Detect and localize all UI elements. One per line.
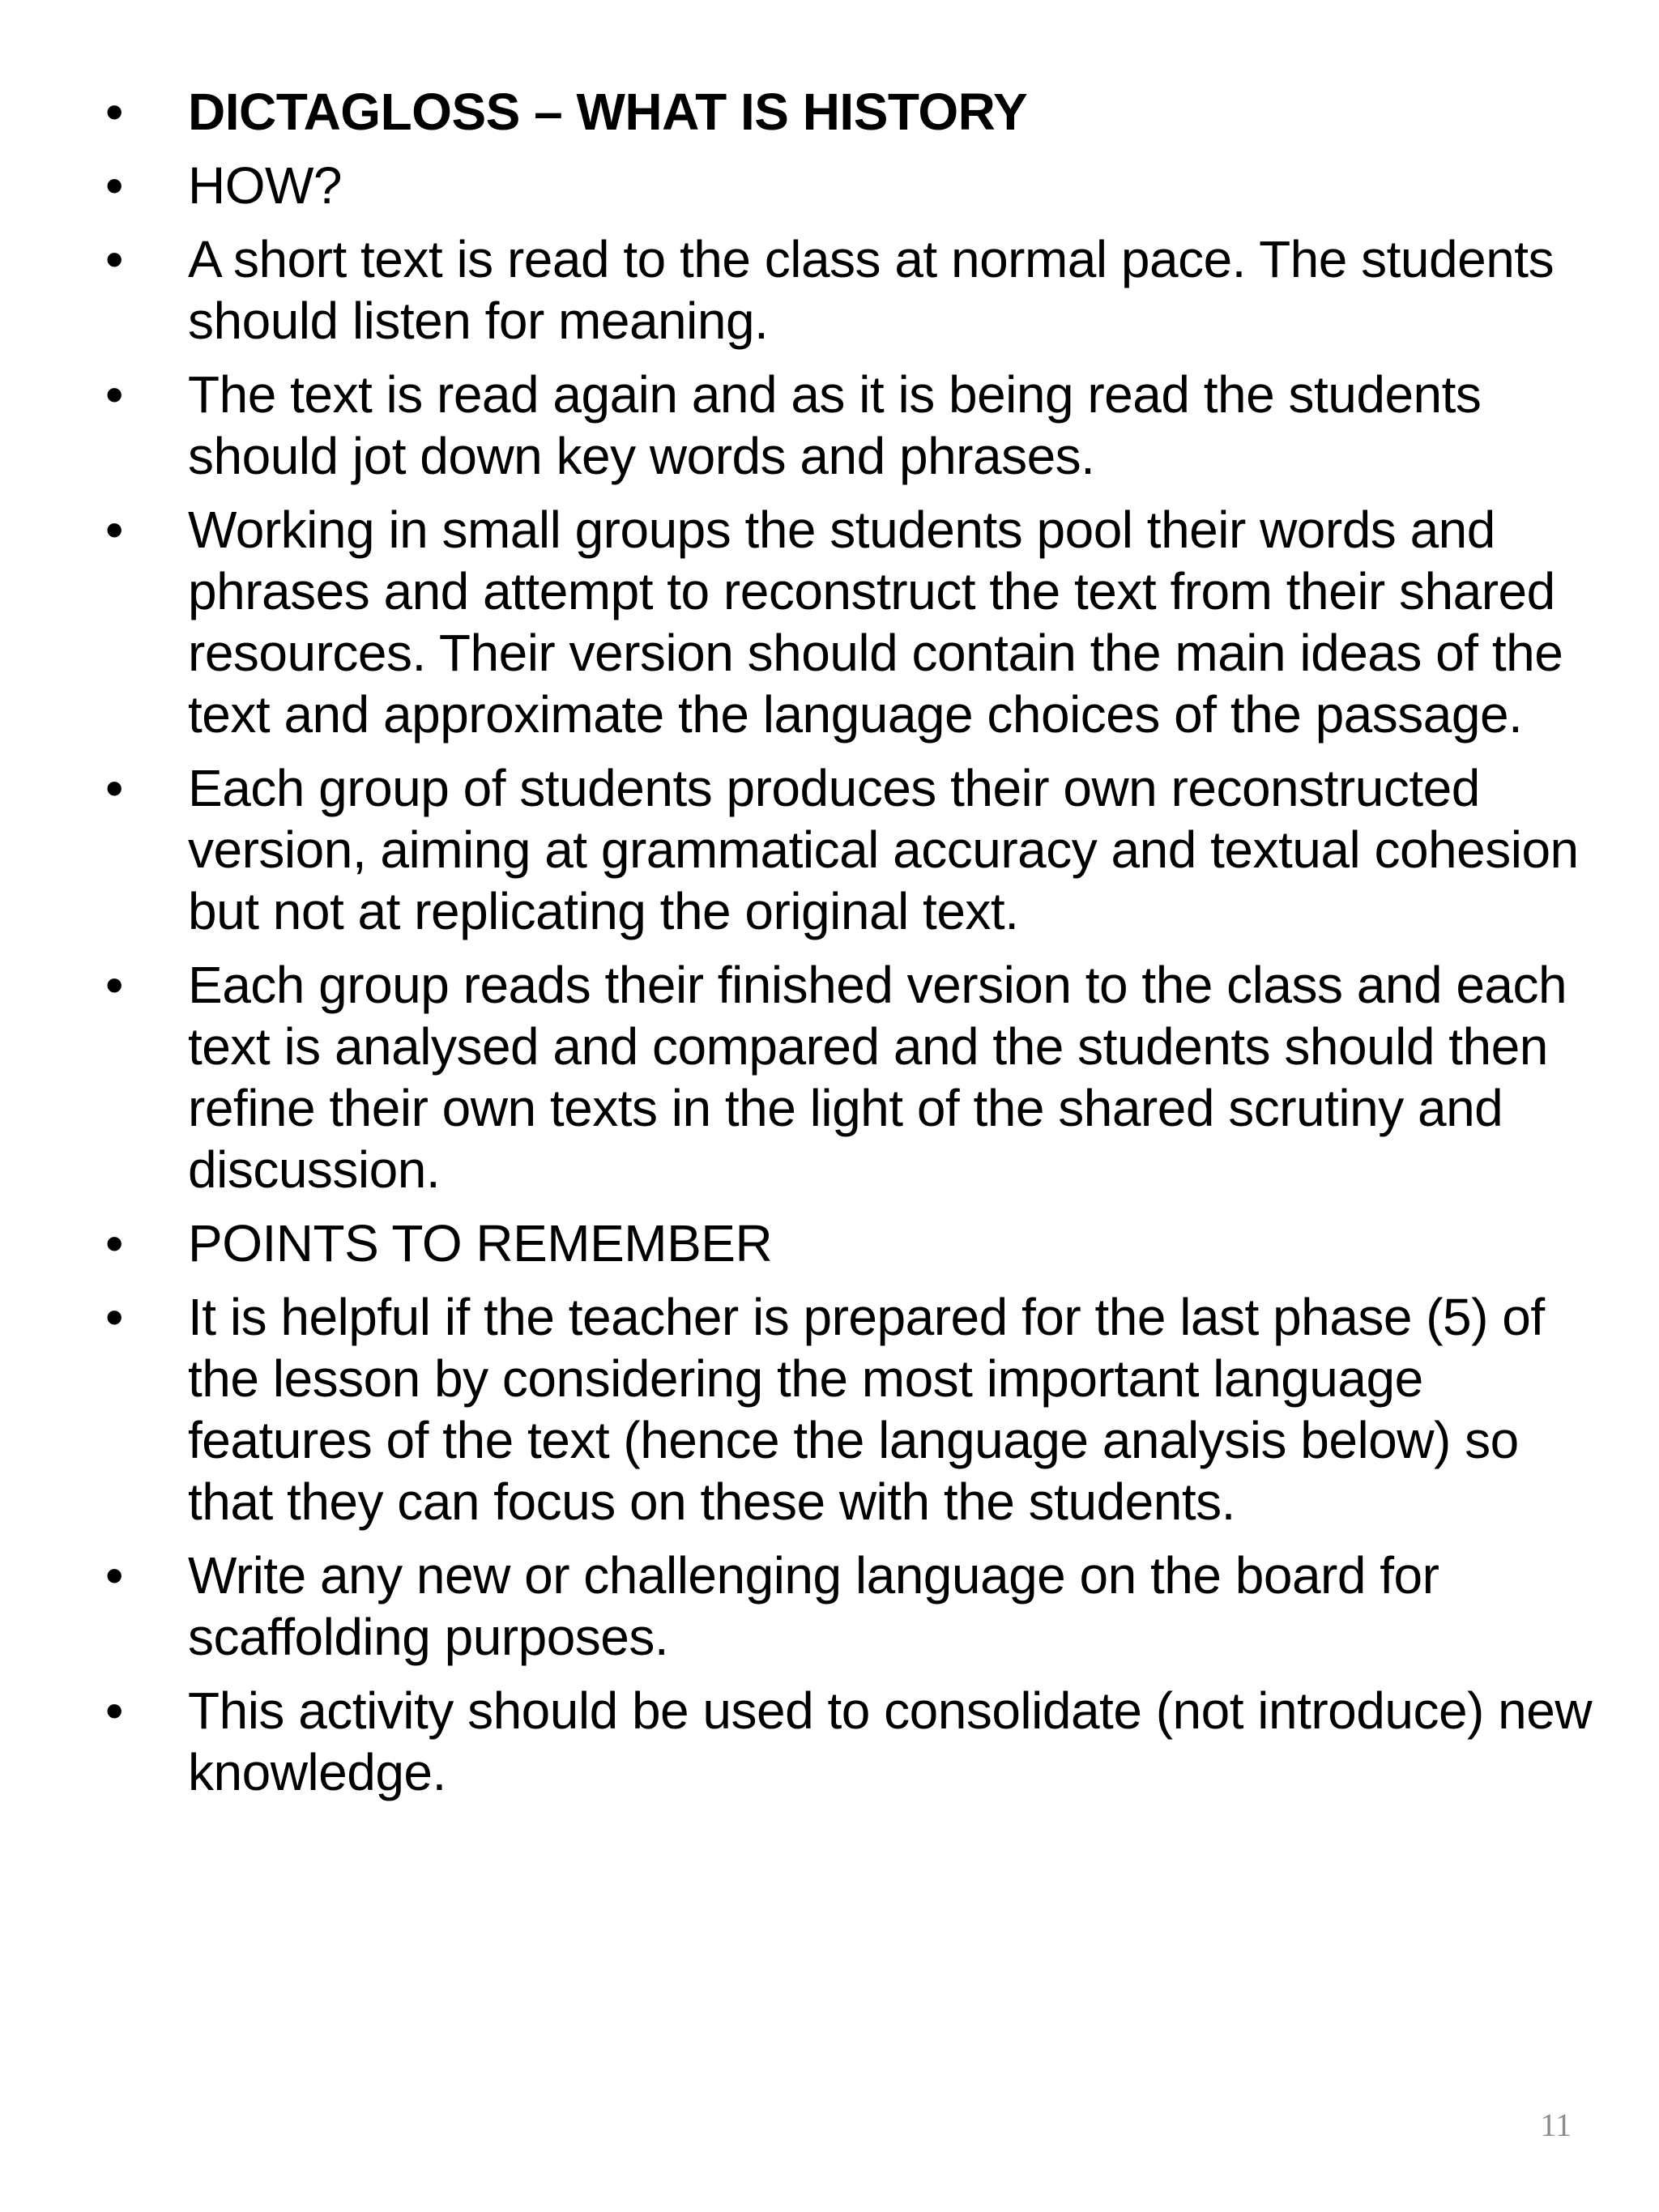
bullet-dot-icon: • xyxy=(105,230,123,288)
bullet-item xyxy=(99,1545,1606,1668)
bullet-text: HOW? xyxy=(188,156,342,215)
bullet-item xyxy=(99,81,1606,143)
bullet-dot-icon: • xyxy=(105,759,123,817)
bullet-text: Write any new or challenging language on the board for scaffolding purposes. xyxy=(188,1546,1439,1666)
bullet-dot-icon: • xyxy=(105,1546,123,1605)
bullet-dot-icon: • xyxy=(105,1681,123,1740)
bullet-text: Each group of students produces their own reconstructed version, aiming at grammatical accuracy and textual cohesion but not at replicating the original text. xyxy=(188,759,1579,940)
bullet-list xyxy=(99,81,1606,1815)
bullet-item xyxy=(99,1286,1606,1532)
bullet-dot-icon: • xyxy=(105,365,123,424)
bullet-text: Each group reads their finished version to the class and each text is analysed and compared and the students should then refine their own texts in the light of the shared scrutiny and discussion. xyxy=(188,956,1567,1199)
bullet-dot-icon: • xyxy=(105,956,123,1014)
bullet-item xyxy=(99,364,1606,487)
bullet-item xyxy=(99,1213,1606,1274)
bullet-dot-icon: • xyxy=(105,501,123,559)
bullet-heading: DICTAGLOSS – WHAT IS HISTORY xyxy=(188,83,1028,141)
bullet-item xyxy=(99,1680,1606,1803)
bullet-item xyxy=(99,499,1606,745)
bullet-item xyxy=(99,757,1606,942)
bullet-dot-icon: • xyxy=(105,156,123,215)
bullet-text: This activity should be used to consolidate (not introduce) new knowledge. xyxy=(188,1681,1593,1801)
bullet-dot-icon: • xyxy=(105,83,123,141)
bullet-dot-icon: • xyxy=(105,1288,123,1346)
bullet-item xyxy=(99,228,1606,352)
bullet-text: Working in small groups the students pool their words and phrases and attempt to reconstruct the text from their shared resources. Their version should contain the main ideas of the text and approximate the language choices of the passage. xyxy=(188,501,1563,744)
bullet-text: A short text is read to the class at normal pace. The students should listen for meaning. xyxy=(188,230,1555,350)
bullet-text: The text is read again and as it is being read the students should jot down key words and phrases. xyxy=(188,365,1482,485)
bullet-item xyxy=(99,954,1606,1200)
bullet-text: It is helpful if the teacher is prepared for the last phase (5) of the lesson by considering the most important language features of the text (hence the language analysis below) so that they can focus on these with the students. xyxy=(188,1288,1545,1531)
bullet-text: POINTS TO REMEMBER xyxy=(188,1214,773,1272)
bullet-dot-icon: • xyxy=(105,1214,123,1272)
page-number: 11 xyxy=(1540,2107,1572,2143)
bullet-item xyxy=(99,155,1606,216)
